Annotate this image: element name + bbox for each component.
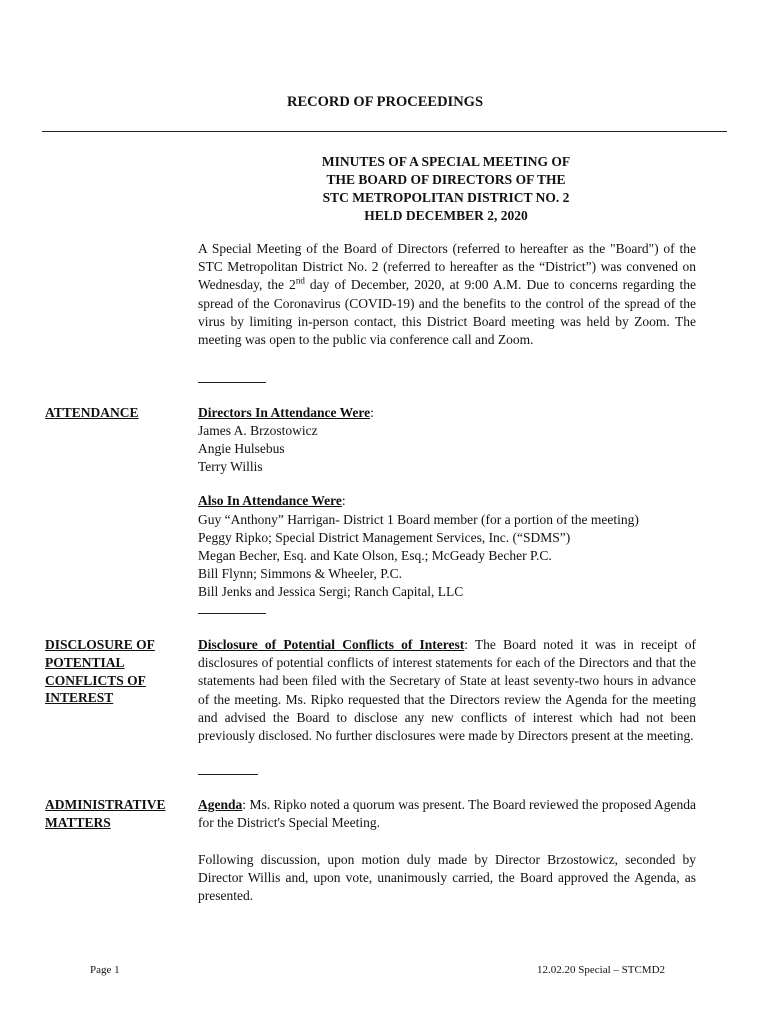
disclosure-paragraph xyxy=(198,636,696,745)
disclosure-label-line: CONFLICTS OF xyxy=(45,672,146,688)
motion-paragraph: Following discussion, upon motion duly made by Director Brzostowicz, seconded by Director Willis and, upon vote, unanimously carried, the Board approved the Agenda, as presented. xyxy=(198,852,696,904)
also-heading-line xyxy=(198,492,346,510)
directors-colon: : xyxy=(370,405,374,420)
administrative-label xyxy=(45,796,190,832)
section-divider-2 xyxy=(198,613,266,614)
disclosure-label-line: INTEREST xyxy=(45,690,114,706)
heading-line-3: STC METROPOLITAN DISTRICT NO. 2 xyxy=(322,190,570,205)
section-divider-3 xyxy=(198,774,258,775)
intro-text-b: day of December, 2020, at 9:00 A.M. Due to concerns regarding the spread of the Coronavirus (COVID-19) and the benefits to the control of the spread of the virus by limiting in-person contact, this District Board meeting was held by Zoom. The meeting was open to the public via conference call and Zoom. xyxy=(198,277,696,348)
also-heading: Also In Attendance Were xyxy=(198,493,342,508)
disclosure-label xyxy=(45,636,190,707)
intro-paragraph xyxy=(198,240,696,349)
record-title: RECORD OF PROCEEDINGS xyxy=(286,94,484,110)
administrative-label-line: MATTERS xyxy=(45,814,111,830)
attendee-name: Peggy Ripko; Special District Management Services, Inc. (“SDMS”) xyxy=(198,530,571,545)
directors-heading-line xyxy=(198,404,374,422)
agenda-heading: Agenda xyxy=(198,797,243,812)
agenda-paragraph xyxy=(198,796,696,832)
director-name: Angie Hulsebus xyxy=(198,441,285,456)
heading-line-4: HELD DECEMBER 2, 2020 xyxy=(364,208,528,223)
attendee-name: Bill Jenks and Jessica Sergi; Ranch Capital, LLC xyxy=(198,584,464,599)
heading-line-1: MINUTES OF A SPECIAL MEETING OF xyxy=(321,154,571,169)
directors-heading: Directors In Attendance Were xyxy=(198,405,371,420)
attendee-name: Guy “Anthony” Harrigan- District 1 Board member (for a portion of the meeting) xyxy=(198,512,639,527)
title-divider xyxy=(42,131,727,132)
section-divider-1 xyxy=(198,382,266,383)
document-code: 12.02.20 Special – STCMD2 xyxy=(537,964,666,976)
director-name: Terry Willis xyxy=(198,459,263,474)
heading-line-2: THE BOARD OF DIRECTORS OF THE xyxy=(326,172,566,187)
attendance-label: ATTENDANCE xyxy=(45,405,139,420)
agenda-body: : Ms. Ripko noted a quorum was present. The Board reviewed the proposed Agenda for the District's Special Meeting. xyxy=(198,797,696,831)
intro-superscript: nd xyxy=(295,275,305,286)
disclosure-body: : The Board noted it was in receipt of disclosures of potential conflicts of interest statements for each of the Directors and that the statements had been filed with the Secretary of State at least seventy-two hours in advance of the meeting. Ms. Ripko requested that the Directors review the Agenda for the meeting and advised the Board to disclose any new conflicts of interest which had not been previously disclosed. No further disclosures were made by Directors present at the meeting. xyxy=(198,637,696,744)
administrative-label-line: ADMINISTRATIVE xyxy=(45,797,166,812)
disclosure-heading: Disclosure of Potential Conflicts of Interest xyxy=(198,637,465,652)
disclosure-label-line: POTENTIAL xyxy=(45,654,125,670)
intro-text-a: A Special Meeting of the Board of Directors (referred to hereafter as the "Board") of the STC Metropolitan District No. 2 (referred to hereafter as the “District”) was convened on Wednesday, the 2 xyxy=(198,241,696,293)
attendee-name: Bill Flynn; Simmons & Wheeler, P.C. xyxy=(198,566,402,581)
attendee-name: Megan Becher, Esq. and Kate Olson, Esq.; McGeady Becher P.C. xyxy=(198,548,552,563)
also-colon: : xyxy=(341,493,346,508)
minutes-heading xyxy=(280,153,612,225)
director-name: James A. Brzostowicz xyxy=(198,423,318,438)
page-number: Page 1 xyxy=(90,964,120,976)
disclosure-label-line: DISCLOSURE OF xyxy=(45,637,155,652)
